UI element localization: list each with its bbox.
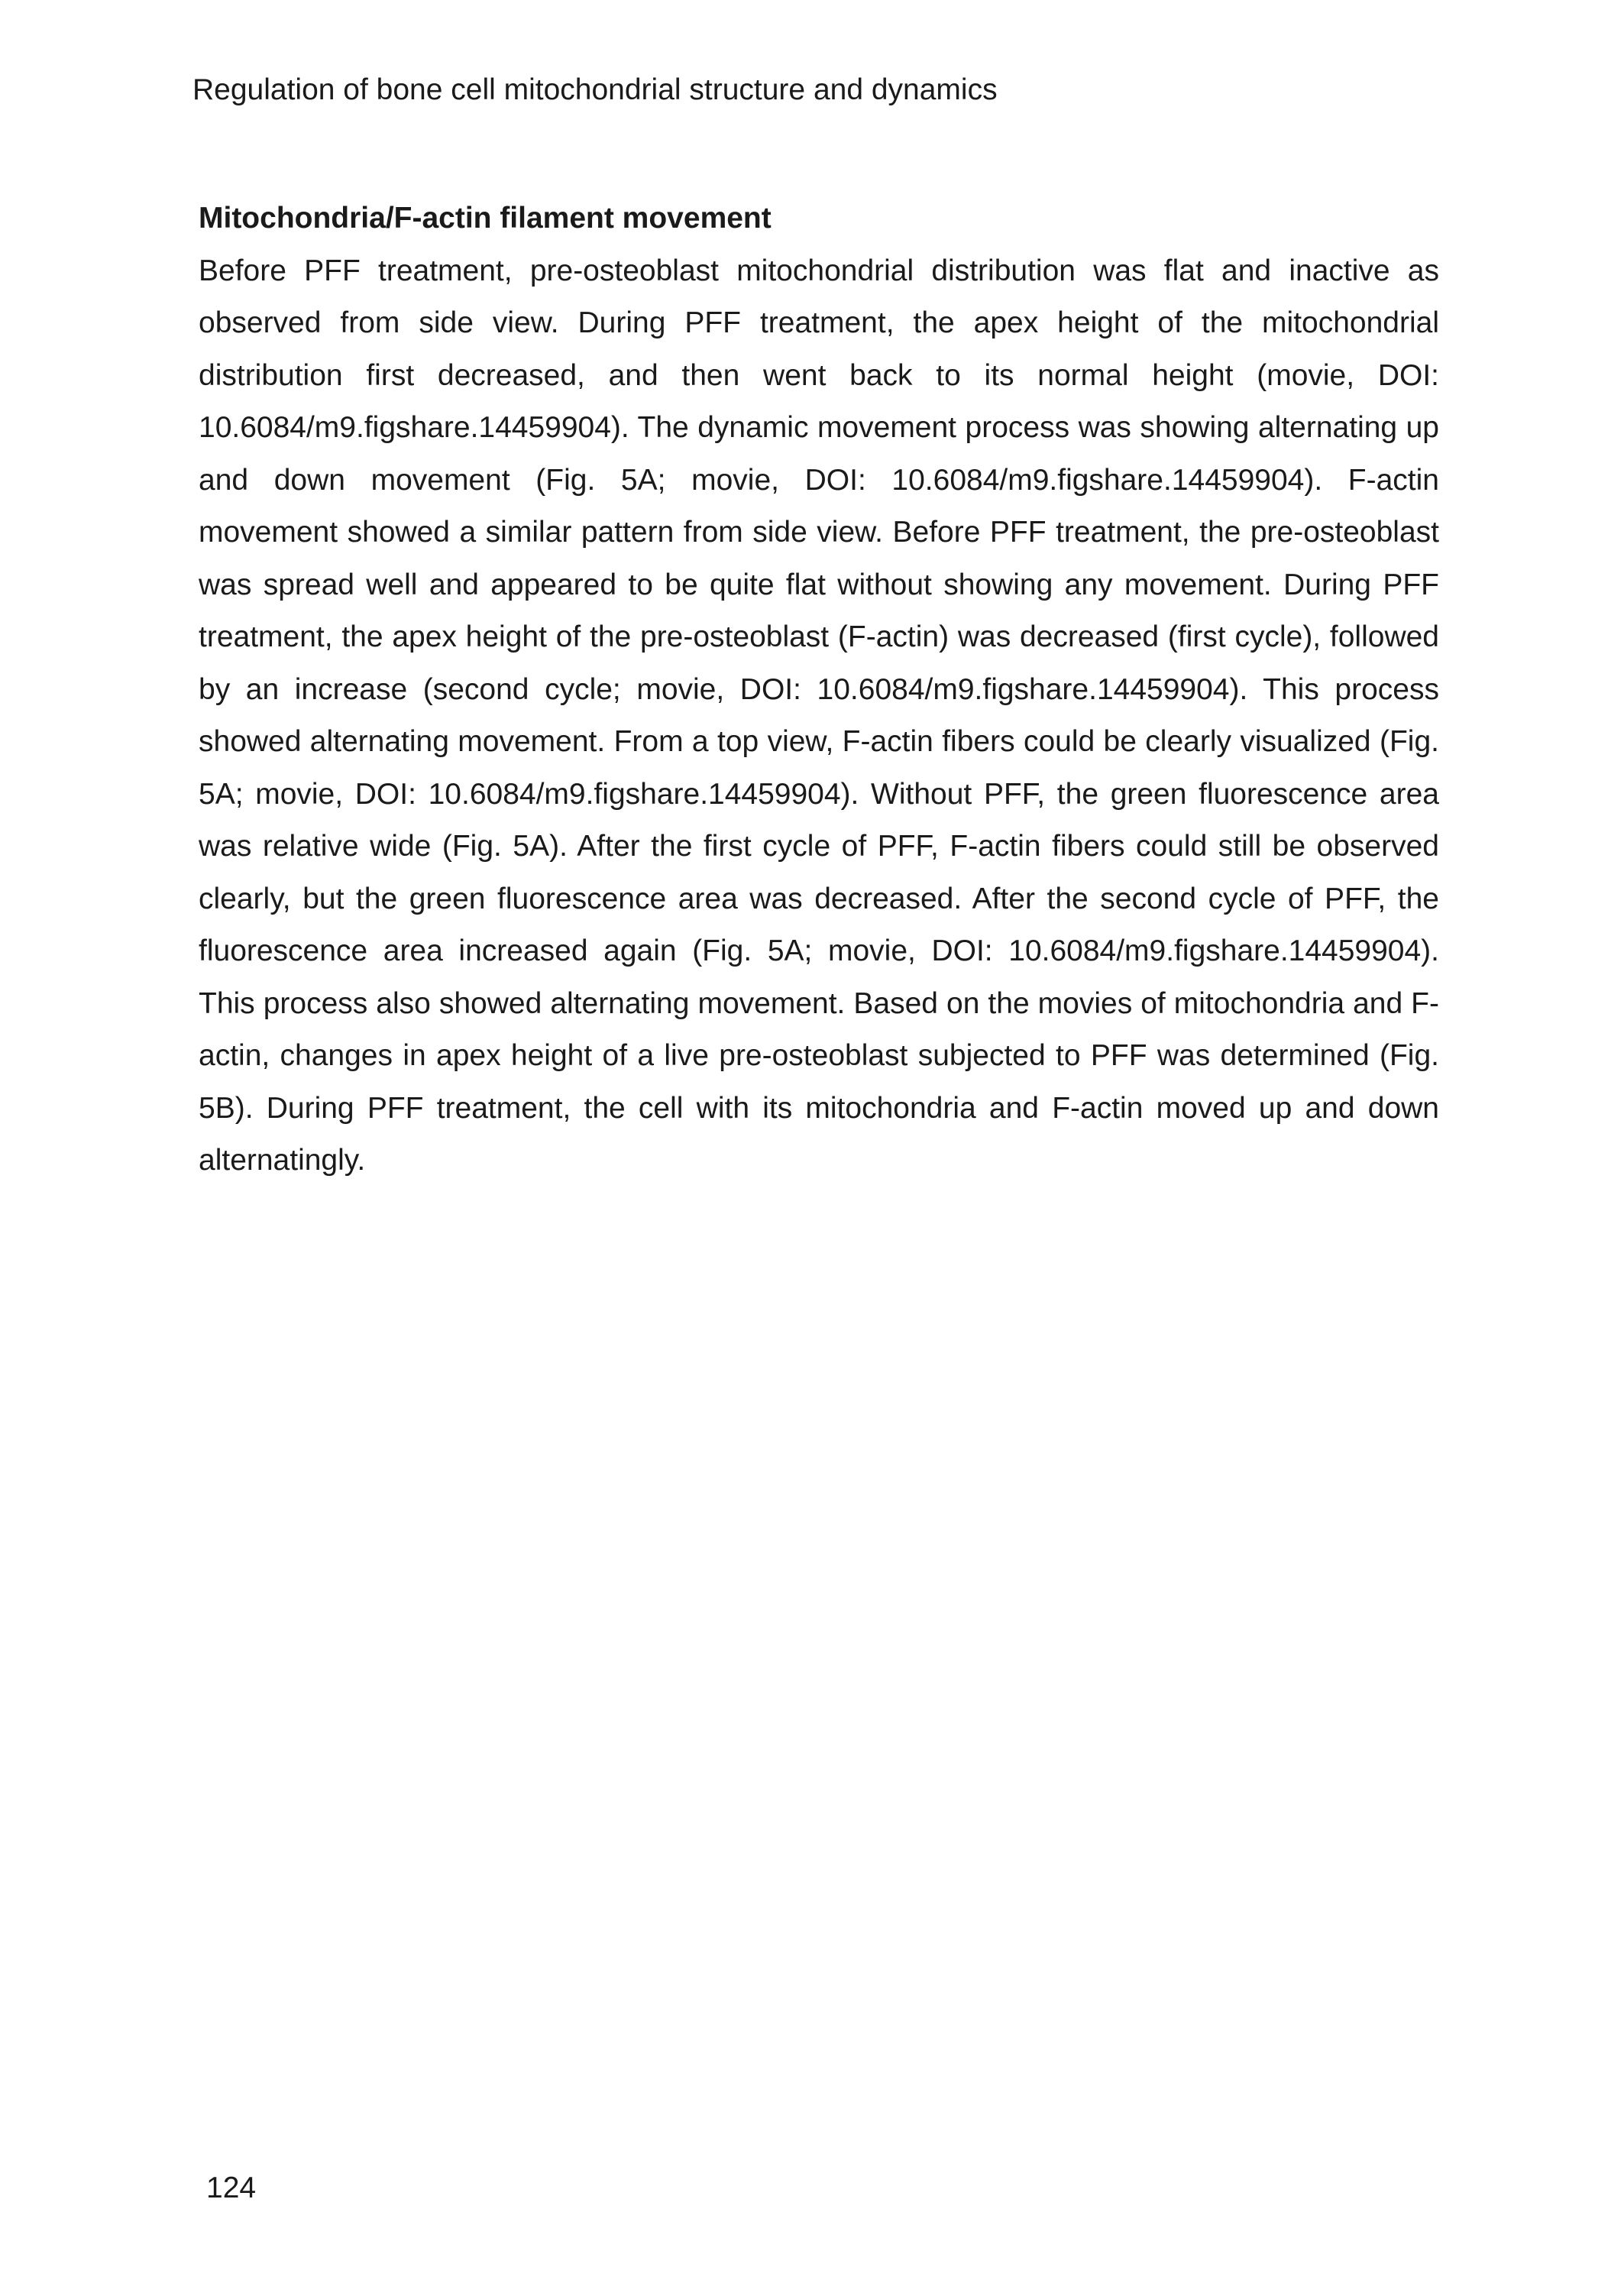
running-header: Regulation of bone cell mitochondrial structure and dynamics — [192, 73, 998, 106]
page-number: 124 — [206, 2172, 257, 2204]
section-mitochondria-factin — [199, 193, 1439, 1187]
section-heading: Mitochondria/F-actin filament movement — [199, 202, 772, 235]
body-paragraph: Before PFF treatment, pre-osteoblast mitochondrial distribution was flat and inactive as observed from side view. During PFF treatment, the apex height of the mitochondrial distribution first decreased, and then went back to its normal height (movie, DOI: 10.6084/m9.figshare.14459904). The dynamic movement process was showing alternating up and down movement (Fig. 5A; movie, DOI: 10.6084/m9.figshare.14459904). F-actin movement showed a similar pattern from side view. Before PFF treatment, the pre-osteoblast was spread well and appeared to be quite flat without showing any movement. During PFF treatment, the apex height of the pre-osteoblast (F-actin) was decreased (first cycle), followed by an increase (second cycle; movie, DOI: 10.6084/m9.figshare.14459904). This process showed alternating movement. From a top view, F-actin fibers could be clearly visualized (Fig. 5A; movie, DOI: 10.6084/m9.figshare.14459904). Without PFF, the green fluorescence area was relative wide (Fig. 5A). After the first cycle of PFF, F-actin fibers could still be observed clearly, but the green fluorescence area was decreased. After the second cycle of PFF, the fluorescence area increased again (Fig. 5A; movie, DOI: 10.6084/m9.figshare.14459904). This process also showed alternating movement. Based on the movies of mitochondria and F-actin, changes in apex height of a live pre-osteoblast subjected to PFF was determined (Fig. 5B). During PFF treatment, the cell with its mitochondria and F-actin moved up and down alternatingly. — [199, 254, 1439, 1177]
